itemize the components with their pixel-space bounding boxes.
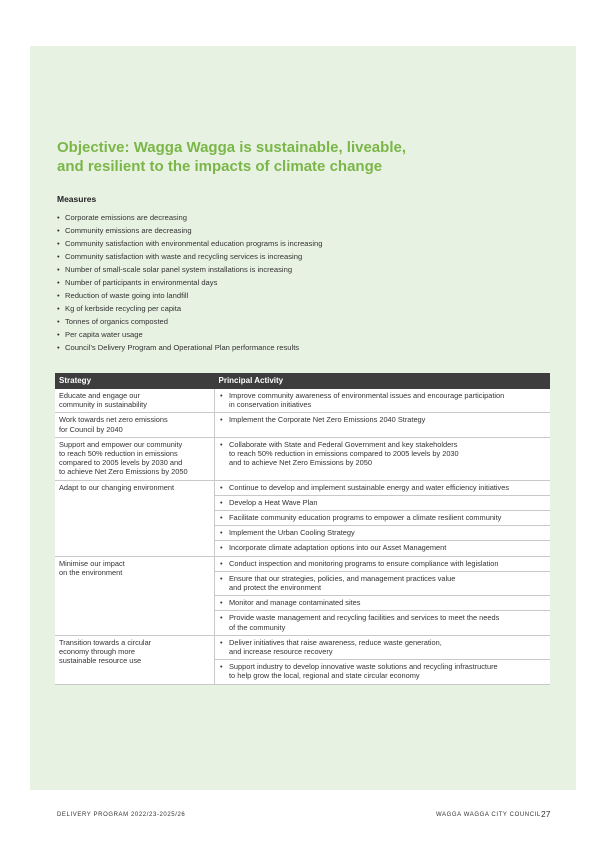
measure-item: • Number of small-scale solar panel system installations is increasing — [57, 263, 322, 276]
activity-line: • Incorporate climate adaptation options into our Asset Management — [229, 543, 447, 553]
activity-cell — [215, 596, 551, 611]
activity-line: to help grow the local, regional and state circular economy — [229, 671, 420, 681]
activity-line: and protect the environment — [229, 583, 322, 593]
activity-line: • Develop a Heat Wave Plan — [229, 497, 318, 507]
strategy-line: Minimise our impact — [59, 558, 125, 568]
strategy-line: Adapt to our changing environment — [59, 482, 175, 492]
activity-line: • Provide waste management and recycling facilities and services to meet the needs — [229, 613, 500, 623]
activity-line: • Facilitate community education programs to empower a climate resilient community — [229, 513, 502, 523]
activity-line: • Conduct inspection and monitoring programs to ensure compliance with legislation — [229, 558, 499, 568]
strategy-cell — [55, 389, 215, 413]
table-header-row — [55, 373, 550, 389]
strategy-cell — [55, 413, 215, 437]
strategy-line: Educate and engage our — [59, 391, 140, 400]
strategy-cell — [55, 437, 215, 480]
measure-item: • Kg of kerbside recycling per capita — [57, 302, 322, 315]
activity-line: • Implement the Urban Cooling Strategy — [229, 528, 355, 538]
activity-cell — [215, 389, 551, 413]
activity-line: • Deliver initiatives that raise awareness, reduce waste generation, — [229, 637, 442, 647]
activity-line: and to achieve Net Zero Emissions by 2050 — [229, 458, 372, 468]
measures-title: Measures — [57, 194, 97, 204]
measure-item: • Community satisfaction with waste and recycling services is increasing — [57, 250, 322, 263]
activity-line: and increase resource recovery — [229, 647, 333, 657]
strategy-table-body — [55, 389, 550, 684]
page-number: 27 — [541, 809, 551, 819]
table-row — [55, 635, 550, 659]
activity-cell — [215, 495, 551, 510]
strategy-line: to achieve Net Zero Emissions by 2050 — [59, 467, 188, 477]
activity-cell — [215, 413, 551, 437]
measure-item: • Tonnes of organics composted — [57, 315, 322, 328]
strategy-line: Support and empower our community — [59, 439, 183, 449]
activity-line: • Continue to develop and implement sustainable energy and water efficiency initiatives — [229, 482, 510, 492]
measure-item: • Corporate emissions are decreasing — [57, 211, 322, 224]
activity-cell — [215, 511, 551, 526]
strategy-line: economy through more — [59, 647, 135, 657]
measure-item: • Council’s Delivery Program and Operational Plan performance results — [57, 341, 322, 354]
strategy-table — [55, 373, 550, 685]
activity-cell — [215, 480, 551, 495]
objective-line-1: Objective: Wagga Wagga is sustainable, liveable, — [57, 139, 406, 156]
strategy-cell — [55, 480, 215, 556]
strategy-line: on the environment — [59, 567, 123, 577]
activity-cell — [215, 437, 551, 480]
activity-line: • Improve community awareness of environmental issues and encourage participation — [229, 391, 505, 400]
activity-cell — [215, 556, 551, 571]
activity-cell — [215, 571, 551, 595]
strategy-line: Work towards net zero emissions — [59, 415, 168, 425]
strategy-cell — [55, 556, 215, 635]
activity-cell — [215, 611, 551, 635]
table-row — [55, 556, 550, 571]
strategy-cell — [55, 635, 215, 684]
strategy-line: community in sustainability — [59, 400, 147, 410]
activity-line: • Monitor and manage contaminated sites — [229, 598, 361, 608]
activity-line: • Implement the Corporate Net Zero Emissions 2040 Strategy — [229, 415, 426, 425]
strategy-line: compared to 2005 levels by 2030 and — [59, 458, 183, 468]
strategy-line: for Council by 2040 — [59, 424, 123, 434]
footer-document-title: DELIVERY PROGRAM 2022/23-2025/26 — [57, 812, 186, 818]
activity-cell — [215, 541, 551, 556]
activity-cell — [215, 635, 551, 659]
objective-heading — [57, 138, 477, 176]
footer-organisation: WAGGA WAGGA CITY COUNCIL — [436, 812, 541, 818]
strategy-line: Transition towards a circular — [59, 637, 152, 647]
table-row — [55, 413, 550, 437]
header-strategy: Strategy — [55, 373, 215, 389]
table-row — [55, 389, 550, 413]
activity-cell — [215, 526, 551, 541]
activity-line: in conservation initiatives — [229, 400, 312, 410]
activity-cell — [215, 660, 551, 684]
header-principal-activity: Principal Activity — [215, 373, 551, 389]
activity-line: to reach 50% reduction in emissions compared to 2005 levels by 2030 — [229, 449, 459, 459]
activity-line: • Collaborate with State and Federal Government and key stakeholders — [229, 439, 458, 449]
measure-item: • Reduction of waste going into landfill — [57, 289, 322, 302]
table-row — [55, 480, 550, 495]
measure-item: • Community emissions are decreasing — [57, 224, 322, 237]
strategy-line: to reach 50% reduction in emissions — [59, 449, 178, 459]
measures-list — [57, 211, 322, 354]
activity-line: • Ensure that our strategies, policies, and management practices value — [229, 573, 456, 583]
strategy-line: sustainable resource use — [59, 656, 142, 666]
measure-item: • Community satisfaction with environmental education programs is increasing — [57, 237, 322, 250]
table-row — [55, 437, 550, 480]
objective-line-2: and resilient to the impacts of climate change — [57, 158, 383, 175]
measure-item: • Per capita water usage — [57, 328, 322, 341]
activity-line: of the community — [229, 622, 286, 632]
measure-item: • Number of participants in environmental days — [57, 276, 322, 289]
activity-line: • Support industry to develop innovative waste solutions and recycling infrastructure — [229, 662, 498, 672]
